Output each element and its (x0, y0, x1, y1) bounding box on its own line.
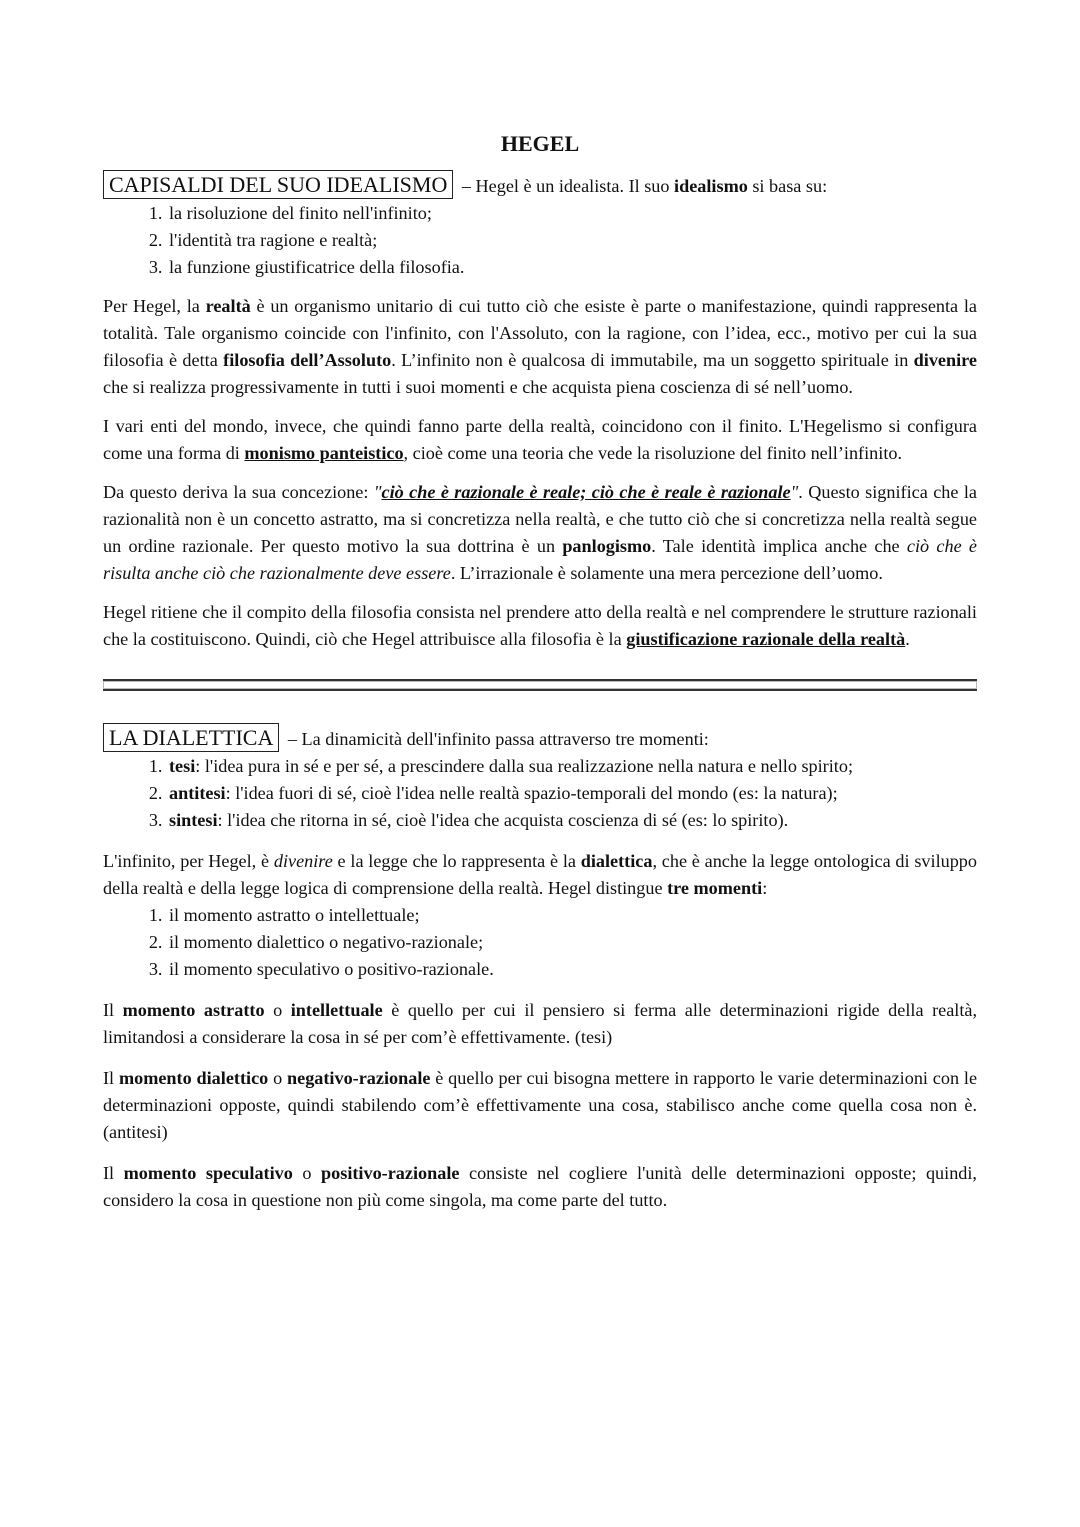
list-item: 2. il momento dialettico o negativo-razionale; (167, 929, 977, 956)
bold-term: realtà (205, 296, 251, 316)
text-run: o (268, 1068, 287, 1088)
text-run: Il (103, 1068, 119, 1088)
quote-mark: " (790, 482, 799, 502)
text-run: Hegel ritiene che il compito della filosofia consista nel prendere atto della realtà e nel comprendere le strutture razionali che la costituiscono. Quindi, ciò che Hegel attribuisce alla filosofia è la (103, 602, 977, 649)
list-item: 3. la funzione giustificatrice della filosofia. (167, 254, 977, 281)
text-run: consiste nel cogliere l'unità delle determinazioni opposte; quindi, considero la cosa in questione non più come singola, ma come parte del tutto. (103, 1163, 977, 1210)
paragraph-momento-astratto (103, 997, 977, 1051)
section-divider (103, 679, 977, 691)
text-run: che si realizza progressivamente in tutti i suoi momenti e che acquista piena coscienza di sé nell’uomo. (103, 377, 853, 397)
bold-term: tesi (169, 756, 196, 776)
bold-term: positivo-razionale (321, 1163, 460, 1183)
italic-phrase: ciò che è risulta anche ciò che razionalmente deve essere (103, 536, 977, 583)
text-run: . L’irrazionale è solamente una mera percezione dell’uomo. (450, 563, 883, 583)
text-run: o (292, 1163, 322, 1183)
list-item: 1. il momento astratto o intellettuale; (167, 902, 977, 929)
section-heading-capisaldi: CAPISALDI DEL SUO IDEALISMO (103, 170, 453, 199)
text-run: : l'idea che ritorna in sé, cioè l'idea che acquista coscienza di sé (es: lo spirito). (217, 810, 789, 830)
bold-underlined-term: giustificazione razionale della realtà (626, 629, 906, 649)
text-run: . Questo significa che la razionalità non è un concetto astratto, ma si concretizza nella realtà, e che tutto ciò che si concretizza nella realtà segue un ordine razionale. Per questo motivo la sua dottrina è un (103, 482, 977, 556)
text-run: , cioè come una teoria che vede la risoluzione del finito nell’infinito. (403, 443, 903, 463)
dialectic-moments-list (103, 753, 977, 834)
text-run: è quello per cui bisogna mettere in rapporto le varie determinazioni con le determinazioni opposte, quindi stabilendo com’è effettivamente una cosa, stabilisco anche come quella cosa non è. (antitesi) (103, 1068, 978, 1142)
text-run: . Tale identità implica anche che (651, 536, 907, 556)
text-run: , che è anche la legge ontologica di sviluppo della realtà e della legge logica di comprensione della realtà. Hegel distingue (103, 851, 977, 898)
list-item: 3. il momento speculativo o positivo-razionale. (167, 956, 977, 983)
list-item: 1. la risoluzione del finito nell'infinito; (167, 200, 977, 227)
text-run: Per Hegel, la (103, 296, 206, 316)
italic-term: divenire (273, 851, 333, 871)
page-title: HEGEL (500, 131, 580, 156)
bold-term: antitesi (169, 783, 226, 803)
paragraph-momento-speculativo (103, 1160, 977, 1214)
idealism-foundations-list (103, 200, 977, 281)
text-run: Il (103, 1000, 123, 1020)
text-run: è un organismo unitario di cui tutto ciò che esiste è parte o manifestazione, quindi rappresenta la totalità. Tale organismo coincide con l'infinito, con l'Assoluto, con la ragione, con l’idea, ecc., motivo per cui la sua filosofia è detta (103, 296, 977, 370)
paragraph-compito-filosofia (103, 599, 977, 653)
text-run: : l'idea pura in sé e per sé, a prescindere dalla sua realizzazione nella natura e nello spirito; (195, 756, 853, 776)
bold-term: filosofia dell’Assoluto (223, 350, 392, 370)
bold-term: tre momenti (667, 878, 763, 898)
text-run: è quello per cui il pensiero si ferma alle determinazioni rigide della realtà, limitandosi a considerare la cosa in sé per com’è effettivamente. (tesi) (103, 1000, 977, 1047)
bold-term: dialettica (580, 851, 653, 871)
list-item (167, 753, 977, 780)
section-heading-dialettica: LA DIALETTICA (103, 723, 279, 752)
quote-mark: " (373, 482, 382, 502)
bold-term: momento astratto (122, 1000, 265, 1020)
text-run: L'infinito, per Hegel, è (103, 851, 274, 871)
text-run: Il (103, 1163, 124, 1183)
section1-intro-bold: idealismo (674, 176, 748, 196)
bold-term: intellettuale (290, 1000, 383, 1020)
section1-intro-c: si basa su: (747, 176, 828, 196)
text-run: . (905, 629, 910, 649)
paragraph-monismo (103, 413, 977, 467)
text-run: I vari enti del mondo, invece, che quindi fanno parte della realtà, coincidono con il finito. L'Hegelismo si configura come una forma di (103, 416, 977, 463)
section-dialettica-heading-line (103, 723, 977, 753)
text-run: : l'idea fuori di sé, cioè l'idea nelle realtà spazio-temporali del mondo (es: la natura); (225, 783, 838, 803)
bold-italic-quote: ciò che è razionale è reale; ciò che è reale è razionale (381, 482, 791, 502)
section1-intro-a: – Hegel è un idealista. Il suo (457, 176, 675, 196)
text-run: . L’infinito non è qualcosa di immutabile, ma un soggetto spirituale in (391, 350, 914, 370)
bold-term: divenire (913, 350, 977, 370)
section-capisaldi-heading-line (103, 170, 977, 200)
list-item (167, 780, 977, 807)
text-run: Da questo deriva la sua concezione: (103, 482, 374, 502)
list-item (167, 807, 977, 834)
paragraph-concezione (103, 479, 977, 587)
three-moments-list (103, 902, 977, 983)
paragraph-infinito-divenire (103, 848, 977, 902)
bold-term: momento speculativo (123, 1163, 293, 1183)
text-run: : (762, 878, 768, 898)
paragraph-momento-dialettico (103, 1065, 977, 1146)
bold-underlined-term: monismo panteistico (244, 443, 404, 463)
bold-term: panlogismo (562, 536, 652, 556)
bold-term: momento dialettico (118, 1068, 269, 1088)
bold-term: sintesi (169, 810, 218, 830)
text-run: o (264, 1000, 291, 1020)
text-run: e la legge che lo rappresenta è la (332, 851, 581, 871)
list-item: 2. l'identità tra ragione e realtà; (167, 227, 977, 254)
section2-intro: – La dinamicità dell'infinito passa attraverso tre momenti: (283, 729, 709, 749)
bold-term: negativo-razionale (287, 1068, 431, 1088)
paragraph-realta (103, 293, 977, 401)
